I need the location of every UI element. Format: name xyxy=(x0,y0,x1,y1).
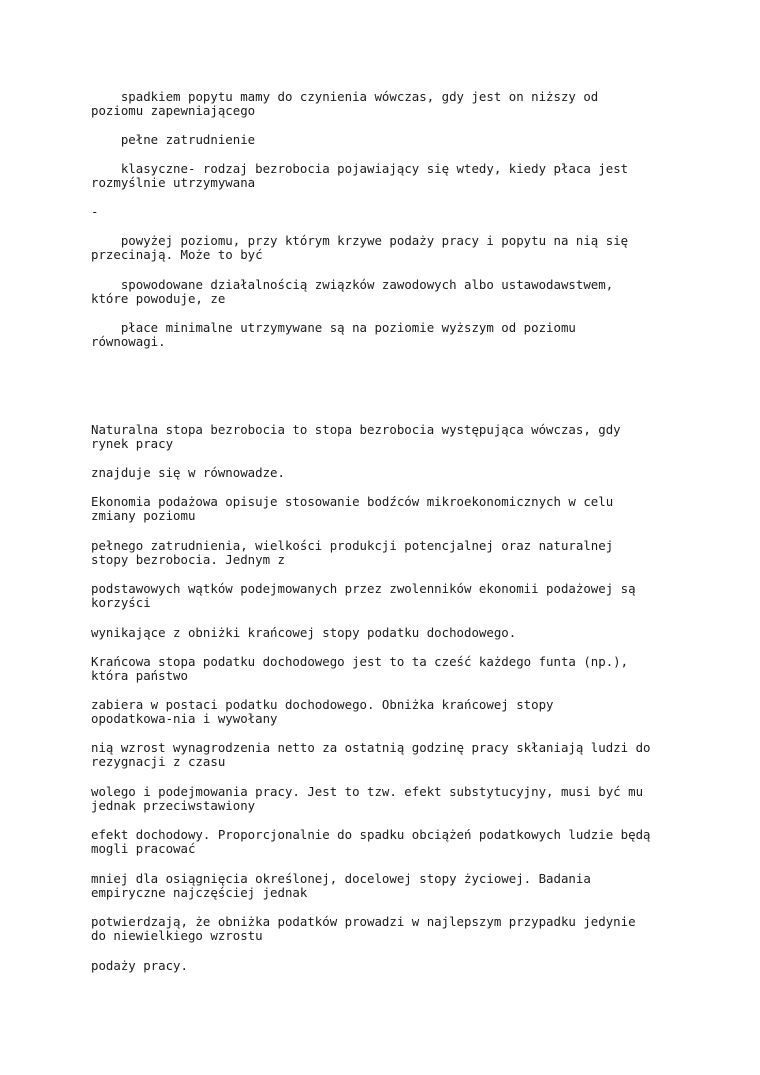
paragraph-net-wage: nią wzrost wynagrodzenia netto za ostatnią godzinę pracy skłaniają ludzi do rezygnacji z czasu xyxy=(91,740,651,769)
paragraph-above-level: powyżej poziomu, przy którym krzywe podaży pracy i popytu na nią się przecinają. Może to być xyxy=(91,233,629,262)
paragraph-confirmation: potwierdzają, że obniżka podatków prowadzi w najlepszym przypadku jedynie do niewielkiego wzrostu xyxy=(91,914,636,943)
paragraph-natural-rate: Naturalna stopa bezrobocia to stopa bezrobocia występująca wówczas, gdy rynek pracy xyxy=(91,422,621,451)
paragraph-tax-cut: wynikające z obniżki krańcowej stopy podatku dochodowego. xyxy=(91,625,517,640)
paragraph-marginal-rate: Krańcowa stopa podatku dochodowego jest to ta cześć każdego funta (np.), która państwo xyxy=(91,654,629,683)
paragraph-full-employment: pełne zatrudnienie xyxy=(91,132,256,147)
paragraph-demand-unemployment: spadkiem popytu mamy do czynienia wówczas, gdy jest on niższy od poziomu zapewniającego xyxy=(91,89,599,118)
paragraph-income-tax: zabiera w postaci podatku dochodowego. Obniżka krańcowej stopy opodatkowa-nia i wywołany xyxy=(91,697,554,726)
paragraph-dash: - xyxy=(91,204,99,219)
paragraph-substitution-effect: wolego i podejmowania pracy. Jest to tzw. efekt substytucyjny, musi być mu jednak przeciwstawiony xyxy=(91,784,644,813)
paragraph-supply-side: Ekonomia podażowa opisuje stosowanie bodźców mikroekonomicznych w celu zmiany poziomu xyxy=(91,494,614,523)
paragraph-empirical-research: mniej dla osiągnięcia określonej, docelowej stopy życiowej. Badania empiryczne najczęściej jednak xyxy=(91,871,591,900)
paragraph-basic-threads: podstawowych wątków podejmowanych przez zwolenników ekonomii podażowej są korzyści xyxy=(91,581,636,610)
paragraph-full-employment-level: pełnego zatrudnienia, wielkości produkcji potencjalnej oraz naturalnej stopy bezrobocia. Jednym z xyxy=(91,538,614,567)
paragraph-labor-supply: podaży pracy. xyxy=(91,958,188,973)
paragraph-trade-unions: spowodowane działalnością związków zawodowych albo ustawodawstwem, które powoduje, ze xyxy=(91,277,614,306)
paragraph-equilibrium: znajduje się w równowadze. xyxy=(91,465,285,480)
paragraph-minimum-wages: płace minimalne utrzymywane są na poziomie wyższym od poziomu równowagi. xyxy=(91,320,576,349)
paragraph-income-effect: efekt dochodowy. Proporcjonalnie do spadku obciążeń podatkowych ludzie będą mogli pracować xyxy=(91,827,651,856)
paragraph-classical-unemployment: klasyczne- rodzaj bezrobocia pojawiający się wtedy, kiedy płaca jest rozmyślnie utrzymywana xyxy=(91,161,629,190)
